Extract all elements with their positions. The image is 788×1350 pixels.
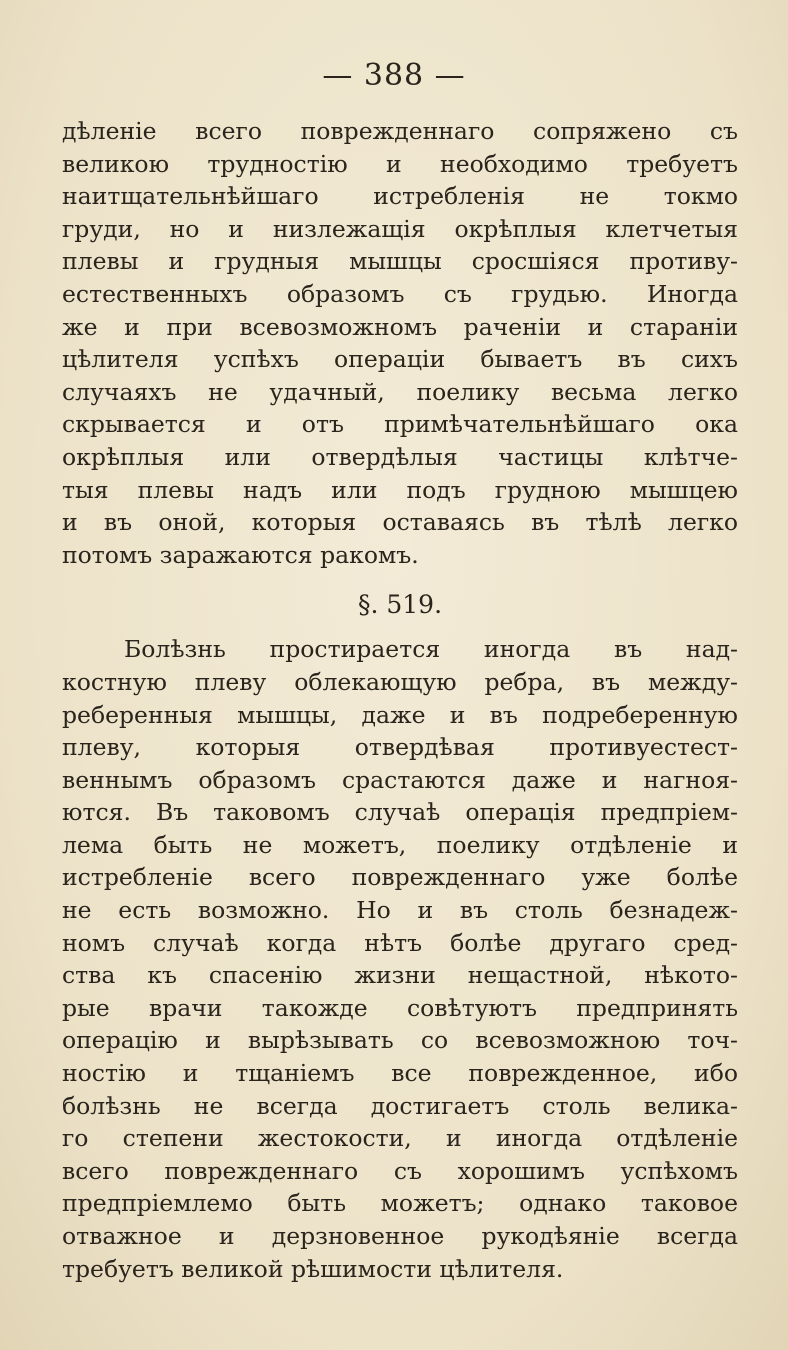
text-line: отважное и дерзновенное рукодѣяніе всегда [62, 1222, 738, 1250]
text-line: великою трудностію и необходимо требуетъ [62, 149, 738, 178]
text-line: веннымъ образомъ срастаются даже и нагноя- [62, 765, 738, 794]
text-line: болѣзнь не всегда достигаетъ столь велика- [62, 1091, 738, 1120]
text-line: случаяхъ не удачный, поелику весьма легко [62, 377, 738, 406]
text-line: плевы и грудныя мышцы сросшіяся противу- [62, 247, 738, 276]
text-line: предпріемлемо быть можетъ; однако таковое [62, 1189, 738, 1218]
text-line: естественныхъ образомъ съ грудью. Иногда [62, 279, 738, 308]
text-line: потомъ заражаются ракомъ. [62, 540, 419, 569]
text-line: костную плеву облекающую ребра, въ между- [62, 667, 738, 696]
section-heading: §. 519. [357, 590, 443, 620]
text-line: тыя плевы надъ или подъ грудною мышцею [62, 475, 738, 504]
text-line: рые врачи такожде совѣтуютъ предпринять [62, 993, 738, 1022]
text-line: истребленіе всего поврежденнаго уже болѣе [62, 863, 738, 892]
paragraph-1 [62, 115, 738, 571]
text-line: же и при всевозможномъ раченіи и стараніи [62, 312, 738, 341]
page-body [62, 115, 738, 1285]
text-line: груди, но и низлежащія окрѣплыя клетчетыя [62, 214, 738, 243]
text-line: всего поврежденнаго съ хорошимъ успѣхомъ [62, 1156, 738, 1185]
text-line: ностію и тщаніемъ все поврежденное, ибо [62, 1059, 738, 1088]
text-line: Болѣзнь простирается иногда въ над- [124, 635, 738, 664]
text-line: дѣленіе всего поврежденнаго сопряжено съ [62, 117, 738, 145]
text-line: ства къ спасенію жизни нещастной, нѣкото- [62, 961, 738, 990]
text-line: требуетъ великой рѣшимости цѣлителя. [62, 1254, 564, 1283]
text-line: операцію и вырѣзывать со всевозможною точ- [62, 1026, 738, 1055]
page-number: — 388 — [322, 58, 466, 93]
text-line: ются. Въ таковомъ случаѣ операція предпріем- [62, 798, 738, 827]
text-line: номъ случаѣ когда нѣтъ болѣе другаго сред- [62, 928, 738, 957]
text-line: цѣлителя успѣхъ операціи бываетъ въ сихъ [62, 345, 738, 374]
text-line: наитщательнѣйшаго истребленія не токмо [62, 182, 738, 211]
text-line: скрывается и отъ примѣчательнѣйшаго ока [62, 410, 738, 439]
text-line: лема быть не можетъ, поелику отдѣленіе и [62, 830, 738, 859]
text-line: окрѣплыя или отвердѣлыя частицы клѣтче- [62, 442, 738, 471]
text-line: реберенныя мышцы, даже и въ подреберенную [62, 700, 738, 729]
paragraph-2 [62, 633, 738, 1285]
text-line: не есть возможно. Но и въ столь безнадеж- [62, 896, 738, 925]
text-line: го степени жестокости, и иногда отдѣленіе [62, 1124, 738, 1153]
text-line: плеву, которыя отвердѣвая противуестест- [62, 733, 738, 762]
text-line: и въ оной, которыя оставаясь въ тѣлѣ легко [62, 508, 738, 537]
